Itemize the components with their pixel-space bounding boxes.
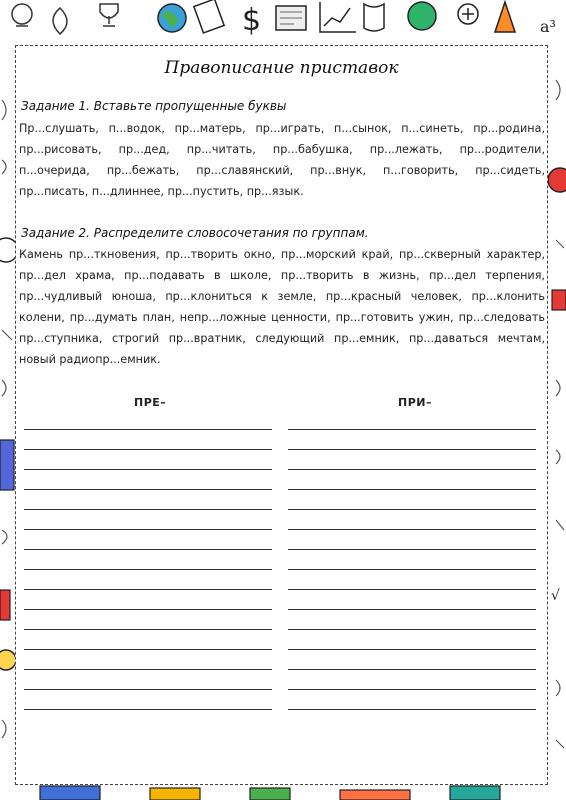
answer-line[interactable] [24,589,272,590]
answer-line[interactable] [24,669,272,670]
cube-formula-icon: a³ [540,17,556,36]
answer-line[interactable] [288,509,536,510]
answer-line[interactable] [24,489,272,490]
answer-line[interactable] [24,689,272,690]
worksheet-sheet [15,45,548,785]
marker-icon [0,590,10,620]
answer-line[interactable] [288,529,536,530]
smile-icon [0,650,16,670]
answer-line[interactable] [288,589,536,590]
answer-line[interactable] [24,469,272,470]
task2-heading: Задание 2. Распределите словосочетания по группам. [21,226,369,240]
answer-line[interactable] [24,429,272,430]
task2-text: Камень пр...ткновения, пр...творить окно, пр...морский край, пр...скверный характер, пр...дел храма, пр...подавать в школе, пр...творить в жизнь, пр...дел терпения, пр...чудливый юноша, пр...клониться к земле, пр...красный человек, пр...клонить колени, пр...думать план, непр...ложные ценности, пр...готовить ужин, пр...следовать пр...ступника, строгий пр...вратник, следующий пр...емник, пр...даваться мечтам, новый радиопр...емник. [19,248,545,366]
answer-line[interactable] [24,449,272,450]
answer-line[interactable] [288,549,536,550]
answer-line[interactable] [288,609,536,610]
answer-line[interactable] [24,609,272,610]
answer-line[interactable] [288,709,536,710]
dollar-icon: $ [242,3,262,38]
folder-icon [250,788,290,800]
book-stack-icon [150,788,200,800]
trophy-icon [100,4,118,26]
answer-line[interactable] [288,689,536,690]
task1-text: Пр...слушать, п...водок, пр...матерь, пр...играть, п...сынок, п...синеть, пр...родина, пр...рисовать, пр...дед, пр...читать, пр...бабушка, пр...лежать, пр...родители, п...очерида, пр...бежать, пр...славянский, пр...внук, п...говорить, пр...сидеть, пр...писать, п...длиннее, пр...пустить, пр...язык. [19,122,545,198]
answer-line[interactable] [288,629,536,630]
answer-line[interactable] [288,449,536,450]
answer-line[interactable] [24,649,272,650]
page-title: Правописание приставок [164,58,399,78]
pencil-icon [340,790,410,800]
answer-line[interactable] [288,649,536,650]
answer-line[interactable] [24,629,272,630]
column-heading-pre: ПРЕ– [134,396,167,409]
answer-line[interactable] [24,509,272,510]
book-icon [194,0,224,33]
recycle-icon [408,2,436,30]
answer-line[interactable] [288,429,536,430]
pencil-case-icon [40,786,100,800]
answer-lines-pre [24,429,272,729]
chart-doodle-icon [320,2,356,32]
money-bag-icon [53,8,67,34]
notebook-icon [450,786,500,800]
answer-line[interactable] [24,709,272,710]
answer-line[interactable] [24,529,272,530]
ball-icon [548,168,566,192]
ruler-icon [0,440,14,490]
flag-icon [552,290,566,310]
scroll-doodle-icon [364,4,384,31]
answer-line[interactable] [288,489,536,490]
column-heading-pri: ПРИ– [398,396,432,409]
answer-line[interactable] [288,669,536,670]
task1-heading: Задание 1. Вставьте пропущенные буквы [21,99,287,113]
cone-icon [495,2,515,32]
answer-line[interactable] [24,549,272,550]
arrows-icon [458,4,478,24]
answer-line[interactable] [288,569,536,570]
answer-line[interactable] [24,569,272,570]
lightbulb-icon [12,4,32,26]
answer-lines-pri [288,429,536,729]
answer-line[interactable] [288,469,536,470]
formula-icon: √ [551,588,560,604]
